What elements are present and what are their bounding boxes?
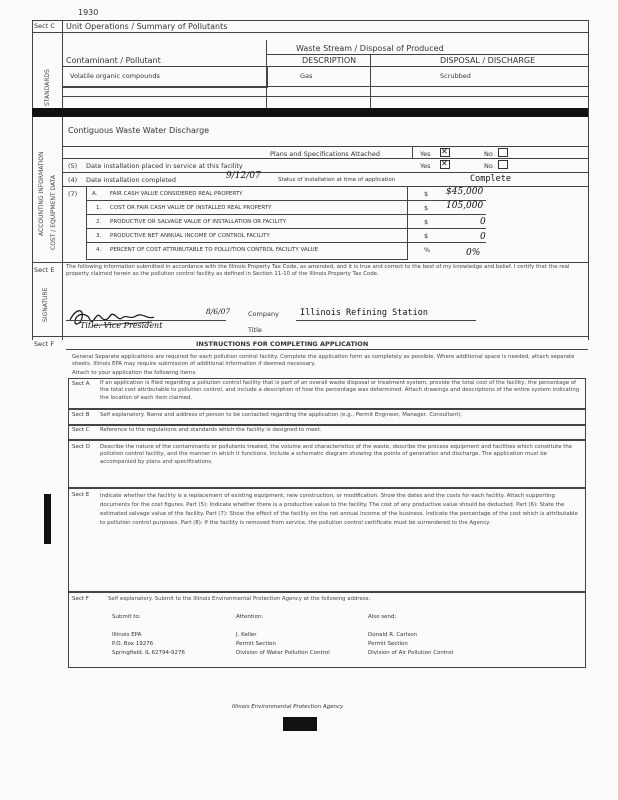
company-name[interactable]: Illinois Refining Station	[300, 308, 428, 318]
rule	[62, 146, 588, 147]
instructions-attach: Attach to your application the following items.	[72, 370, 197, 376]
instruction-d-label: Sect D	[72, 444, 91, 450]
rule	[62, 96, 588, 97]
line-a-letter: A.	[92, 191, 98, 197]
instruction-e-label: Sect E	[72, 492, 90, 498]
address-line: Springfield, IL 62794-9276	[112, 650, 186, 656]
rule	[66, 349, 588, 350]
instruction-a-label: Sect A	[72, 381, 90, 387]
value-e[interactable]: 0%	[466, 248, 481, 258]
completion-date[interactable]: 9/12/07	[226, 171, 261, 181]
rule	[32, 336, 588, 337]
rule	[62, 86, 588, 87]
line-a-text: FAIR CASH VALUE CONSIDERED REAL PROPERTY	[110, 191, 243, 197]
address-line: Illinois EPA	[112, 632, 142, 638]
value-b[interactable]: 105,000	[446, 201, 484, 211]
line5-no-checkbox[interactable]	[498, 160, 508, 169]
rule	[370, 54, 371, 110]
address-line: Division of Air Pollution Control	[368, 650, 454, 656]
address-header-attention: Attention:	[236, 614, 264, 620]
value-c[interactable]: 0	[480, 217, 486, 227]
address-line: J. Keller	[236, 632, 257, 638]
rule	[266, 54, 588, 55]
line-d-number: 3.	[96, 233, 102, 239]
rule	[62, 158, 588, 159]
line5-yes-checkbox[interactable]	[440, 160, 450, 169]
plans-no-label: No	[484, 150, 493, 158]
instructions-section-label: Sect F	[34, 340, 55, 348]
line-c-number: 2.	[96, 219, 102, 225]
rule	[32, 262, 588, 263]
rule	[588, 20, 589, 340]
line5-number: (5)	[68, 162, 78, 170]
instruction-b-label: Sect B	[72, 412, 90, 418]
address-line: P.O. Box 19276	[112, 641, 154, 647]
line-e-number: 4.	[96, 247, 102, 253]
line-d-dollar: $	[424, 232, 429, 240]
line-e-text: PERCENT OF COST ATTRIBUTABLE TO POLLUTION CONTROL FACILITY VALUE	[110, 247, 318, 253]
instruction-b-text: Self explanatory. Name and address of person to be contacted regarding the application (e.g., Permit Engineer, Manager, Consultant).	[100, 412, 463, 418]
line5-yes-label: Yes	[420, 162, 431, 170]
instruction-a-text: If an application is filed regarding a pollution control facility that is part of an overall waste disposal or treatment system, provide the total cost of the facility, the percentage of the total cost attributable to pollution control, and include a description of how the percentage was determined. Attach drawings and descriptions of the entire system indicating the location of each item claimed.	[100, 380, 580, 401]
rule	[412, 146, 413, 158]
address-line: Permit Section	[236, 641, 276, 647]
instruction-f-text: Self explanatory. Submit to the Illinois Environmental Protection Agency at the following address:	[108, 596, 371, 602]
description-value: Gas	[300, 72, 313, 80]
rule	[86, 200, 486, 201]
company-label: Company	[248, 310, 279, 318]
disposal-header: DISPOSAL / DISCHARGE	[440, 56, 536, 65]
line5-text: Date installation placed in service at this facility	[86, 162, 243, 170]
rule	[86, 214, 486, 215]
instructions-intro: General Separate applications are required for each pollution control facility. Complete the application form as completely as possible. Where additional space is needed, attach separate sheets. Illinois EPA may require submission of additional information if deemed necessary.	[72, 354, 575, 368]
address-line: Division of Water Pollution Control	[236, 650, 330, 656]
line-b-dollar: $	[424, 204, 429, 212]
contaminant-header: Contaminant / Pollutant	[66, 56, 161, 65]
rule	[296, 320, 476, 321]
footer-text: Illinois Environmental Protection Agency	[232, 704, 344, 710]
plans-yes-checkbox[interactable]	[440, 148, 450, 157]
description-header: DESCRIPTION	[302, 56, 357, 65]
line-b-text: COST OR FAIR CASH VALUE OF INSTALLED REAL PROPERTY	[110, 205, 272, 211]
signature-date[interactable]: 8/6/07	[206, 307, 231, 316]
line-a-dollar: $	[424, 190, 429, 198]
section-e-side-label: SIGNATURE	[42, 287, 49, 322]
line-c-text: PRODUCTIVE OR SALVAGE VALUE OF INSTALLATION OR FACILITY	[110, 219, 287, 225]
rule	[32, 20, 33, 340]
disposal-value: Scrubbed	[440, 72, 471, 80]
instruction-c-text: Reference to the regulations and standards which the facility is designed to meet.	[100, 427, 322, 433]
status-label: Status of installation at time of application	[278, 177, 396, 183]
group-header: Waste Stream / Disposal of Produced	[296, 44, 444, 53]
section-d-header: Contiguous Waste Water Discharge	[68, 126, 210, 135]
section-e-label: Sect E	[34, 266, 55, 274]
instruction-e-text: Indicate whether the facility is a replacement of existing equipment, new construction, or modification. Show the dates and the costs for each facility. Attach supporting documents for the cost figures. Part (5): Indicate whether there is a productive value to the facility. The cost of any productive value should be deducted. Part (6): State the estimated salvage value of the facility. Part (7): Show the effect of the facility on the net annual income of the business. Indicate the percentage of the cost which is attributable to pollution control purposes. Part (8): If the facility is removed from service, the pollution control certificate must be surrendered to the Agency.	[100, 493, 578, 526]
rule	[86, 242, 486, 243]
section-d-side-label-1: ACCOUNTING INFORMATION	[38, 151, 45, 236]
instruction-c-label: Sect C	[72, 427, 90, 433]
line-b-number: 1.	[96, 205, 102, 211]
rule	[32, 20, 588, 21]
plans-no-checkbox[interactable]	[498, 148, 508, 157]
section-c-label: Sect C	[34, 22, 55, 30]
instructions-title: INSTRUCTIONS FOR COMPLETING APPLICATION	[196, 340, 369, 348]
section-divider-bar	[32, 108, 588, 117]
rule	[32, 32, 588, 33]
rule	[86, 228, 486, 229]
footer-mark	[283, 717, 317, 731]
plans-yes-label: Yes	[420, 150, 431, 158]
address-line: Donald R. Carlson	[368, 632, 418, 638]
section-d-side-label-2: COST / EQUIPMENT DATA	[50, 175, 57, 250]
line-c-dollar: $	[424, 218, 429, 226]
rule	[266, 40, 267, 110]
plans-label: Plans and Specifications Attached	[270, 150, 380, 158]
line4-number: (4)	[68, 176, 78, 184]
installation-status[interactable]: Complete	[470, 174, 511, 184]
section-c-side-label: STANDARDS	[44, 69, 51, 106]
address-header-also: Also send:	[368, 614, 397, 620]
section-c-title: Unit Operations / Summary of Pollutants	[66, 22, 228, 31]
instruction-f-label: Sect F	[72, 596, 89, 602]
line-d-text: PRODUCTIVE NET ANNUAL INCOME OF CONTROL FACILITY	[110, 233, 270, 239]
value-d[interactable]: 0	[480, 232, 486, 242]
certification-text: The following information submitted in accordance with the Illinois Property Tax Code, as amended, and it is true and correct to the best of my knowledge and belief. I certify that the real property claimed herein as the pollution control facility as defined in Section 11-10 of the Illinois Property Tax Code.	[66, 264, 570, 278]
rule	[62, 172, 588, 173]
value-a[interactable]: $45,000	[446, 187, 484, 197]
address-header-submit: Submit to:	[112, 614, 141, 620]
form-number: 1930	[78, 8, 99, 17]
line7-number: (7)	[68, 190, 78, 198]
address-line: Permit Section	[368, 641, 408, 647]
line4-label: Date installation completed	[86, 176, 177, 184]
scan-mark	[44, 494, 51, 544]
contaminant-value: Volatile organic compounds	[70, 72, 160, 80]
line-e-percent: %	[424, 246, 431, 254]
signer-title[interactable]: Title: Vice President	[80, 321, 163, 330]
title-suffix: Title	[248, 326, 262, 334]
instruction-d-text: Describe the nature of the contaminants or pollutants treated, the volume and characteristics of the waste, describe the process equipment and facilities which constitute the pollution control facility, and the manner in which it functions. Include a schematic diagram showing the points of generation and discharge. The application must be accompanied by plans and specifications.	[100, 444, 573, 465]
line5-no-label: No	[484, 162, 493, 170]
